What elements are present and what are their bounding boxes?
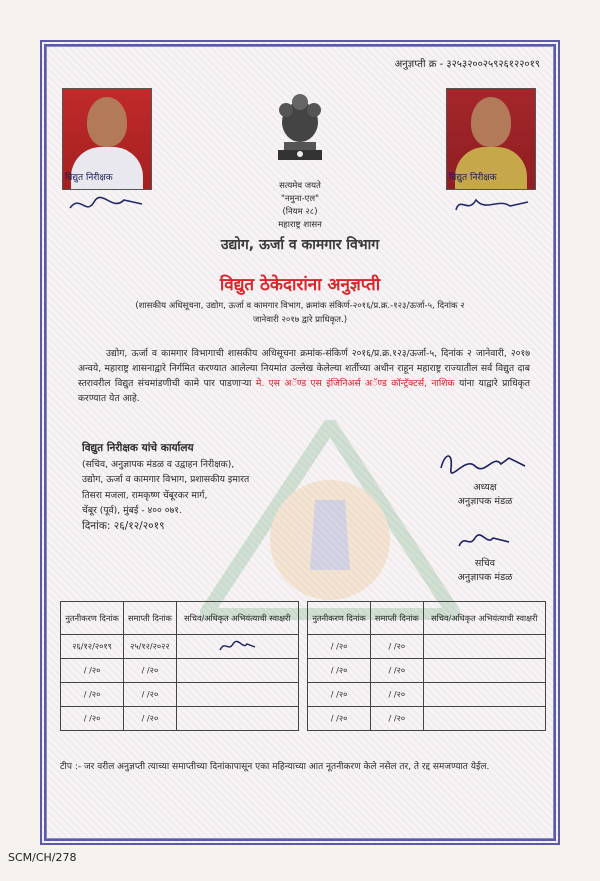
table-cell [176, 683, 298, 707]
table-row [61, 707, 546, 731]
form-name: "नमुना-एल" [280, 194, 320, 204]
table-header: सचिव/अधिकृत अभियंत्याची स्वाक्षरी [176, 602, 298, 635]
table-row [61, 635, 546, 659]
photo-stamp: विद्युत निरीक्षक [65, 173, 113, 183]
certificate-title: विद्युत ठेकेदारांना अनुज्ञप्ती [219, 275, 381, 295]
table-cell [423, 683, 545, 707]
table-cell: / /२० [371, 683, 423, 707]
table-cell: / /२० [61, 683, 124, 707]
office-line-3: तिसरा मजला, रामकृष्ण चेंबूरकर मार्ग, [82, 489, 208, 501]
license-number: अनुज्ञप्ती क्र - ३२५३२००२५९२६१२२०१९ [394, 59, 540, 70]
face-shape [471, 97, 511, 147]
table-cell: २५/१२/२०२२ [124, 635, 176, 659]
table-header: सचिव/अधिकृत अभियंत्याची स्वाक्षरी [423, 602, 545, 635]
office-address [82, 441, 249, 534]
table-cell: / /२० [371, 659, 423, 683]
state-name: महाराष्ट्र शासन [278, 220, 322, 230]
emblem-motto: सत्यमेव जयते [279, 181, 321, 191]
chairman-board: अनुज्ञापक मंडळ [457, 496, 513, 507]
chairman-role: अध्यक्ष [473, 482, 497, 493]
photo-stamp: विद्युत निरीक्षक [449, 173, 497, 183]
contractor-name: मे. एस अॅण्ड एस इंजिनिअर्स अॅण्ड कॉन्ट्रॅक्टर्स, नाशिक [255, 378, 455, 389]
chairman-signature-block [430, 448, 540, 509]
footnote: टीप :- जर वरील अनुज्ञप्ती त्याच्या समाप्तीच्या दिनांकापासून एका महिन्याच्या आत नूतनीकरण केले नसेल तर, ते रद्द समजण्यात येईल. [60, 762, 490, 772]
table-cell: / /२० [307, 683, 370, 707]
table-cell: / /२० [61, 659, 124, 683]
body-text [78, 346, 530, 406]
department-name: उद्योग, ऊर्जा व कामगार विभाग [220, 237, 380, 253]
table-cell: / /२० [307, 635, 370, 659]
table-header: नुतनीकरण दिनांक [61, 602, 124, 635]
table-cell [423, 635, 545, 659]
table-row [61, 659, 546, 683]
renewal-table [60, 601, 546, 731]
table-cell [176, 707, 298, 731]
rule-number: (नियम २८) [282, 207, 318, 217]
table-cell: / /२० [124, 659, 176, 683]
table-header: समाप्ती दिनांक [124, 602, 176, 635]
table-cell: / /२० [61, 707, 124, 731]
office-date: दिनांक: २६/१२/२०१९ [82, 519, 165, 532]
national-emblem-icon [270, 88, 330, 168]
secretary-signature [455, 528, 515, 552]
table-cell [176, 659, 298, 683]
body-part-2: यांना याद्वारे प्राधिकृत करण्यात येत आहे. [78, 378, 531, 404]
right-inspector-photo [446, 88, 536, 190]
table-cell: / /२० [371, 707, 423, 731]
table-cell-signature [176, 635, 298, 659]
subtitle-line-1: (शासकीय अधिसूचना, उद्योग, ऊर्जा व कामगार विभाग, क्रमांक संकिर्ण-२०१६/प्र.क्र.-१२३/ऊर्जा-५, दिनांक २ [135, 301, 465, 311]
body-part-1: उद्योग, ऊर्जा व कामगार विभागाची शासकीय अधिसूचना क्रमांक-संकिर्ण २०१६/प्र.क्र.१२३/ऊर्जा-५, दिनांक २ जानेवारी, २०१७ अन्वये, महाराष्ट्र शासनाद्वारे निर्गमित करण्यात आलेल्या नियमांत उल्लेख केलेल्या शर्तीच्या अधीन राहून महाराष्ट्र राज्यातील सर्व विद्युत दाब स्तरावरील विद्युत संचमांडणीची कामे पार पाडणाऱ्या [78, 348, 530, 389]
table-cell: / /२० [124, 683, 176, 707]
office-line-2: उद्योग, ऊर्जा व कामगार विभाग, प्रशासकीय इमारत [82, 474, 250, 485]
table-cell: / /२० [307, 659, 370, 683]
subtitle-line-2: जानेवारी २०१७ द्वारे प्राधिकृत.) [252, 315, 348, 325]
footer-code: SCM/CH/278 [8, 851, 77, 864]
table-cell [423, 659, 545, 683]
table-header: नुतनीकरण दिनांक [307, 602, 370, 635]
office-line-4: चेंबूर (पूर्व), मुंबई - ४०० ०७१. [82, 505, 183, 516]
table-cell: / /२० [371, 635, 423, 659]
secretary-signature-block [430, 528, 540, 585]
left-inspector-photo [62, 88, 152, 190]
renewal-signature [217, 638, 257, 654]
table-cell [423, 707, 545, 731]
face-shape [87, 97, 127, 147]
office-heading: विद्युत निरीक्षक यांचे कार्यालय [82, 442, 194, 454]
table-cell: / /२० [124, 707, 176, 731]
table-cell: / /२० [307, 707, 370, 731]
table-row [61, 683, 546, 707]
table-cell: २६/१२/२०१९ [61, 635, 124, 659]
secretary-board: अनुज्ञापक मंडळ [457, 572, 513, 583]
secretary-role: सचिव [474, 558, 496, 569]
table-header-row [61, 602, 546, 635]
chairman-signature [435, 448, 535, 476]
office-line-1: (सचिव, अनुज्ञापक मंडळ व उद्वाहन निरीक्षक), [82, 458, 235, 470]
table-header: समाप्ती दिनांक [371, 602, 423, 635]
